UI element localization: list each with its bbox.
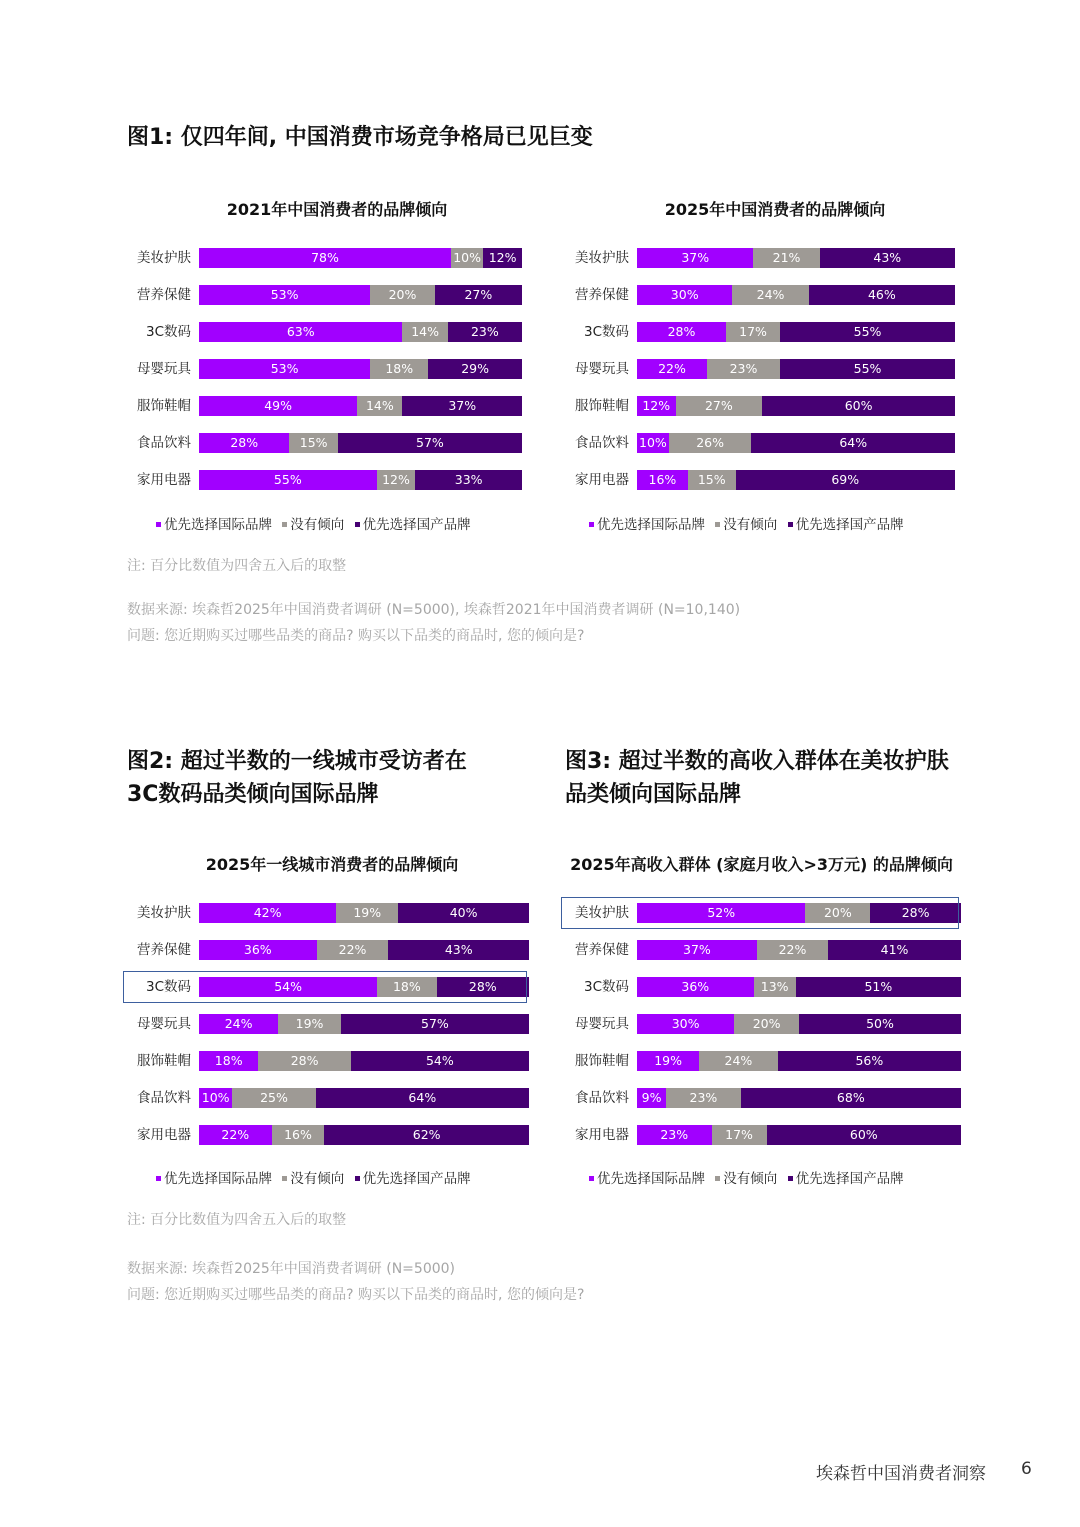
- bar-row: [565, 396, 955, 416]
- stacked-bar: [637, 470, 955, 490]
- stacked-bar: [637, 1014, 961, 1034]
- bar-segment-domestic: 57%: [341, 1014, 529, 1034]
- bar-segment-international: 78%: [199, 248, 451, 268]
- legend-swatch-domestic: [788, 522, 793, 527]
- legend-swatch-international: [589, 1176, 594, 1181]
- category-label: 营养保健: [575, 287, 629, 303]
- bar-segment-international: 42%: [199, 903, 336, 923]
- bar-segment-neutral: 19%: [336, 903, 398, 923]
- bar-segment-international: 18%: [199, 1051, 258, 1071]
- figure2-title: [127, 745, 467, 811]
- bar-segment-international: 16%: [637, 470, 688, 490]
- bar-segment-international: 49%: [199, 396, 357, 416]
- bar-segment-international: 30%: [637, 285, 732, 305]
- legend-swatch-domestic: [788, 1176, 793, 1181]
- bar-segment-neutral: 24%: [699, 1051, 778, 1071]
- category-label: 家用电器: [575, 1127, 629, 1143]
- bar-segment-domestic: 46%: [809, 285, 955, 305]
- legend-international-label: 优先选择国际品牌: [164, 1171, 272, 1187]
- bar-segment-international: 24%: [199, 1014, 278, 1034]
- bar-row: [565, 1014, 961, 1034]
- bar-segment-domestic: 54%: [351, 1051, 529, 1071]
- bar-segment-international: 52%: [637, 903, 805, 923]
- bar-segment-international: 28%: [637, 322, 726, 342]
- stacked-bar: [199, 1125, 529, 1145]
- bar-segment-international: 53%: [199, 285, 370, 305]
- category-label: 母婴玩具: [575, 1016, 629, 1032]
- category-label: 母婴玩具: [137, 1016, 191, 1032]
- bar-segment-international: 53%: [199, 359, 370, 379]
- bar-segment-neutral: 14%: [357, 396, 402, 416]
- rounding-note-2: 注: 百分比数值为四舍五入后的取整: [127, 1212, 347, 1228]
- footer-title: 埃森哲中国消费者洞察: [816, 1464, 986, 1484]
- legend-swatch-neutral: [715, 522, 720, 527]
- legend-neutral-label: 没有倾向: [290, 1171, 345, 1187]
- bar-segment-domestic: 69%: [736, 470, 955, 490]
- stacked-bar: [199, 248, 522, 268]
- bar-row: [565, 977, 961, 997]
- question-note-2: 问题: 您近期购买过哪些品类的商品? 购买以下品类的商品时, 您的倾向是?: [127, 1287, 585, 1303]
- bar-segment-domestic: 12%: [483, 248, 522, 268]
- category-label: 营养保健: [137, 942, 191, 958]
- bar-segment-domestic: 55%: [780, 359, 955, 379]
- category-label: 3C数码: [583, 979, 629, 995]
- page-number: 6: [1021, 1459, 1032, 1479]
- bar-row: [565, 1051, 961, 1071]
- bar-segment-neutral: 17%: [726, 322, 780, 342]
- rounding-note-1: 注: 百分比数值为四舍五入后的取整: [127, 558, 347, 574]
- bar-row: [127, 1125, 529, 1145]
- bar-row: [565, 470, 955, 490]
- bar-segment-domestic: 28%: [437, 977, 529, 997]
- legend-swatch-neutral: [282, 522, 287, 527]
- bar-segment-domestic: 28%: [870, 903, 961, 923]
- figure3-title: [565, 745, 949, 811]
- legend-domestic-label: 优先选择国产品牌: [795, 517, 904, 533]
- bar-segment-neutral: 12%: [377, 470, 416, 490]
- bar-row: [127, 1051, 529, 1071]
- bar-row: [565, 248, 955, 268]
- stacked-bar: [637, 248, 955, 268]
- bar-segment-international: 9%: [637, 1088, 666, 1108]
- bar-segment-neutral: 20%: [734, 1014, 799, 1034]
- category-label: 母婴玩具: [137, 361, 191, 377]
- bar-segment-international: 54%: [199, 977, 377, 997]
- stacked-bar: [199, 322, 522, 342]
- category-label: 美妆护肤: [137, 905, 191, 921]
- category-label: 母婴玩具: [575, 361, 629, 377]
- bar-row: [127, 248, 522, 268]
- stacked-bar: [199, 470, 522, 490]
- legend-chart-2021: [150, 513, 471, 533]
- stacked-bar: [199, 396, 522, 416]
- figure3-title-line1: 图3: 超过半数的高收入群体在美妆护肤: [565, 749, 949, 774]
- bar-segment-international: 36%: [637, 977, 754, 997]
- legend-neutral-label: 没有倾向: [723, 1171, 778, 1187]
- bar-segment-international: 36%: [199, 940, 317, 960]
- legend-international-label: 优先选择国际品牌: [597, 1171, 705, 1187]
- chart-2021: [127, 248, 522, 493]
- category-label: 美妆护肤: [575, 250, 629, 266]
- stacked-bar: [637, 285, 955, 305]
- bar-row: [565, 433, 955, 453]
- bar-segment-domestic: 55%: [780, 322, 955, 342]
- source-note-1: 数据来源: 埃森哲2025年中国消费者调研 (N=5000), 埃森哲2021年中国消费者调研 (N=10,140): [127, 602, 741, 618]
- bar-segment-neutral: 18%: [377, 977, 436, 997]
- category-label: 服饰鞋帽: [575, 1053, 629, 1069]
- bar-row: [565, 285, 955, 305]
- stacked-bar: [637, 977, 961, 997]
- bar-row: [127, 322, 522, 342]
- bar-segment-neutral: 24%: [732, 285, 808, 305]
- bar-segment-neutral: 13%: [754, 977, 796, 997]
- stacked-bar: [199, 903, 529, 923]
- bar-segment-international: 19%: [637, 1051, 699, 1071]
- legend-domestic-label: 优先选择国产品牌: [795, 1171, 904, 1187]
- bar-segment-domestic: 41%: [828, 940, 961, 960]
- legend-chart-tier1: [150, 1167, 471, 1187]
- bar-segment-domestic: 51%: [796, 977, 961, 997]
- figure2-title-line2: 3C数码品类倾向国际品牌: [127, 782, 379, 807]
- bar-segment-domestic: 60%: [767, 1125, 961, 1145]
- bar-segment-domestic: 40%: [398, 903, 529, 923]
- bar-segment-domestic: 43%: [388, 940, 528, 960]
- bar-segment-neutral: 20%: [370, 285, 435, 305]
- category-label: 营养保健: [137, 287, 191, 303]
- stacked-bar: [637, 359, 955, 379]
- bar-segment-domestic: 29%: [428, 359, 522, 379]
- stacked-bar: [199, 1014, 529, 1034]
- category-label: 美妆护肤: [137, 250, 191, 266]
- stacked-bar: [637, 1088, 961, 1108]
- bar-segment-domestic: 37%: [402, 396, 522, 416]
- category-label: 食品饮料: [575, 1090, 629, 1106]
- bar-segment-international: 37%: [637, 940, 757, 960]
- bar-segment-neutral: 22%: [317, 940, 389, 960]
- bar-segment-domestic: 64%: [751, 433, 955, 453]
- stacked-bar: [637, 1125, 961, 1145]
- bar-row: [127, 1014, 529, 1034]
- highlight-box: [123, 971, 527, 1003]
- legend-international-label: 优先选择国际品牌: [597, 517, 705, 533]
- legend-international-label: 优先选择国际品牌: [164, 517, 272, 533]
- bar-segment-neutral: 15%: [688, 470, 736, 490]
- category-label: 服饰鞋帽: [575, 398, 629, 414]
- bar-segment-domestic: 50%: [799, 1014, 961, 1034]
- legend-chart-2025: [583, 513, 904, 533]
- bar-segment-domestic: 43%: [820, 248, 955, 268]
- bar-segment-international: 28%: [199, 433, 289, 453]
- category-label: 3C数码: [145, 979, 191, 995]
- bar-segment-neutral: 18%: [370, 359, 428, 379]
- category-label: 家用电器: [137, 472, 191, 488]
- bar-row: [127, 396, 522, 416]
- chart-2021-title: 2021年中国消费者的品牌倾向: [226, 200, 448, 219]
- bar-segment-neutral: 23%: [666, 1088, 741, 1108]
- stacked-bar: [199, 285, 522, 305]
- bar-segment-neutral: 19%: [278, 1014, 341, 1034]
- stacked-bar: [199, 1051, 529, 1071]
- bar-segment-domestic: 68%: [741, 1088, 961, 1108]
- stacked-bar: [637, 322, 955, 342]
- source-note-2: 数据来源: 埃森哲2025年中国消费者调研 (N=5000): [127, 1261, 456, 1277]
- legend-neutral-label: 没有倾向: [290, 517, 345, 533]
- chart-2025: [565, 248, 955, 493]
- bar-row: [127, 359, 522, 379]
- chart-highincome-title: 2025年高收入群体 (家庭月收入>3万元) 的品牌倾向: [570, 855, 953, 874]
- highlight-box: [561, 897, 959, 929]
- category-label: 3C数码: [583, 324, 629, 340]
- stacked-bar: [199, 359, 522, 379]
- stacked-bar: [199, 433, 522, 453]
- bar-segment-international: 12%: [637, 396, 676, 416]
- bar-segment-domestic: 23%: [448, 322, 522, 342]
- bar-row: [565, 359, 955, 379]
- bar-segment-neutral: 10%: [451, 248, 483, 268]
- bar-segment-domestic: 33%: [415, 470, 522, 490]
- bar-segment-neutral: 21%: [753, 248, 819, 268]
- legend-neutral-label: 没有倾向: [723, 517, 778, 533]
- legend-swatch-domestic: [355, 1176, 360, 1181]
- question-note-1: 问题: 您近期购买过哪些品类的商品? 购买以下品类的商品时, 您的倾向是?: [127, 628, 585, 644]
- category-label: 家用电器: [575, 472, 629, 488]
- bar-segment-international: 30%: [637, 1014, 734, 1034]
- bar-row: [565, 322, 955, 342]
- bar-segment-domestic: 57%: [338, 433, 522, 453]
- bar-segment-international: 22%: [637, 359, 707, 379]
- chart-highincome: [565, 903, 961, 1148]
- bar-row: [565, 940, 961, 960]
- bar-segment-neutral: 14%: [402, 322, 447, 342]
- bar-segment-domestic: 62%: [324, 1125, 529, 1145]
- bar-segment-neutral: 27%: [676, 396, 763, 416]
- bar-row: [565, 1088, 961, 1108]
- legend-swatch-international: [589, 522, 594, 527]
- figure3-title-line2: 品类倾向国际品牌: [565, 782, 742, 807]
- bar-segment-international: 10%: [637, 433, 669, 453]
- legend-swatch-neutral: [282, 1176, 287, 1181]
- bar-segment-domestic: 60%: [762, 396, 955, 416]
- bar-segment-neutral: 20%: [805, 903, 870, 923]
- legend-chart-highincome: [583, 1167, 904, 1187]
- legend-swatch-neutral: [715, 1176, 720, 1181]
- chart-tier1-title: 2025年一线城市消费者的品牌倾向: [205, 855, 459, 874]
- stacked-bar: [637, 396, 955, 416]
- bar-segment-international: 22%: [199, 1125, 272, 1145]
- bar-segment-neutral: 25%: [232, 1088, 315, 1108]
- chart-tier1: [127, 903, 529, 1148]
- category-label: 服饰鞋帽: [137, 1053, 191, 1069]
- legend-swatch-international: [156, 1176, 161, 1181]
- bar-segment-neutral: 15%: [289, 433, 337, 453]
- bar-segment-neutral: 28%: [258, 1051, 350, 1071]
- bar-segment-international: 10%: [199, 1088, 232, 1108]
- bar-segment-international: 37%: [637, 248, 753, 268]
- bar-row: [127, 470, 522, 490]
- legend-swatch-domestic: [355, 522, 360, 527]
- bar-row: [127, 433, 522, 453]
- stacked-bar: [637, 1051, 961, 1071]
- chart-2025-title: 2025年中国消费者的品牌倾向: [664, 200, 886, 219]
- bar-segment-neutral: 16%: [272, 1125, 325, 1145]
- category-label: 食品饮料: [137, 435, 191, 451]
- bar-row: [565, 1125, 961, 1145]
- stacked-bar: [637, 940, 961, 960]
- category-label: 3C数码: [145, 324, 191, 340]
- category-label: 食品饮料: [575, 435, 629, 451]
- bar-row: [127, 285, 522, 305]
- bar-segment-domestic: 64%: [316, 1088, 529, 1108]
- bar-segment-international: 63%: [199, 322, 402, 342]
- stacked-bar: [199, 940, 529, 960]
- category-label: 家用电器: [137, 1127, 191, 1143]
- bar-segment-domestic: 27%: [435, 285, 522, 305]
- bar-row: [127, 903, 529, 923]
- legend-domestic-label: 优先选择国产品牌: [362, 517, 471, 533]
- legend-domestic-label: 优先选择国产品牌: [362, 1171, 471, 1187]
- bar-segment-neutral: 22%: [757, 940, 828, 960]
- bar-segment-international: 55%: [199, 470, 377, 490]
- figure2-title-line1: 图2: 超过半数的一线城市受访者在: [127, 749, 467, 774]
- bar-row: [127, 940, 529, 960]
- legend-swatch-international: [156, 522, 161, 527]
- figure1-title: 图1: 仅四年间, 中国消费市场竞争格局已见巨变: [127, 125, 593, 150]
- bar-row: [127, 1088, 529, 1108]
- category-label: 美妆护肤: [575, 905, 629, 921]
- bar-segment-domestic: 56%: [778, 1051, 961, 1071]
- stacked-bar: [199, 1088, 529, 1108]
- bar-segment-neutral: 23%: [707, 359, 780, 379]
- bar-segment-neutral: 17%: [712, 1125, 767, 1145]
- stacked-bar: [637, 433, 955, 453]
- bar-segment-international: 23%: [637, 1125, 712, 1145]
- bar-segment-neutral: 26%: [669, 433, 752, 453]
- category-label: 营养保健: [575, 942, 629, 958]
- category-label: 食品饮料: [137, 1090, 191, 1106]
- category-label: 服饰鞋帽: [137, 398, 191, 414]
